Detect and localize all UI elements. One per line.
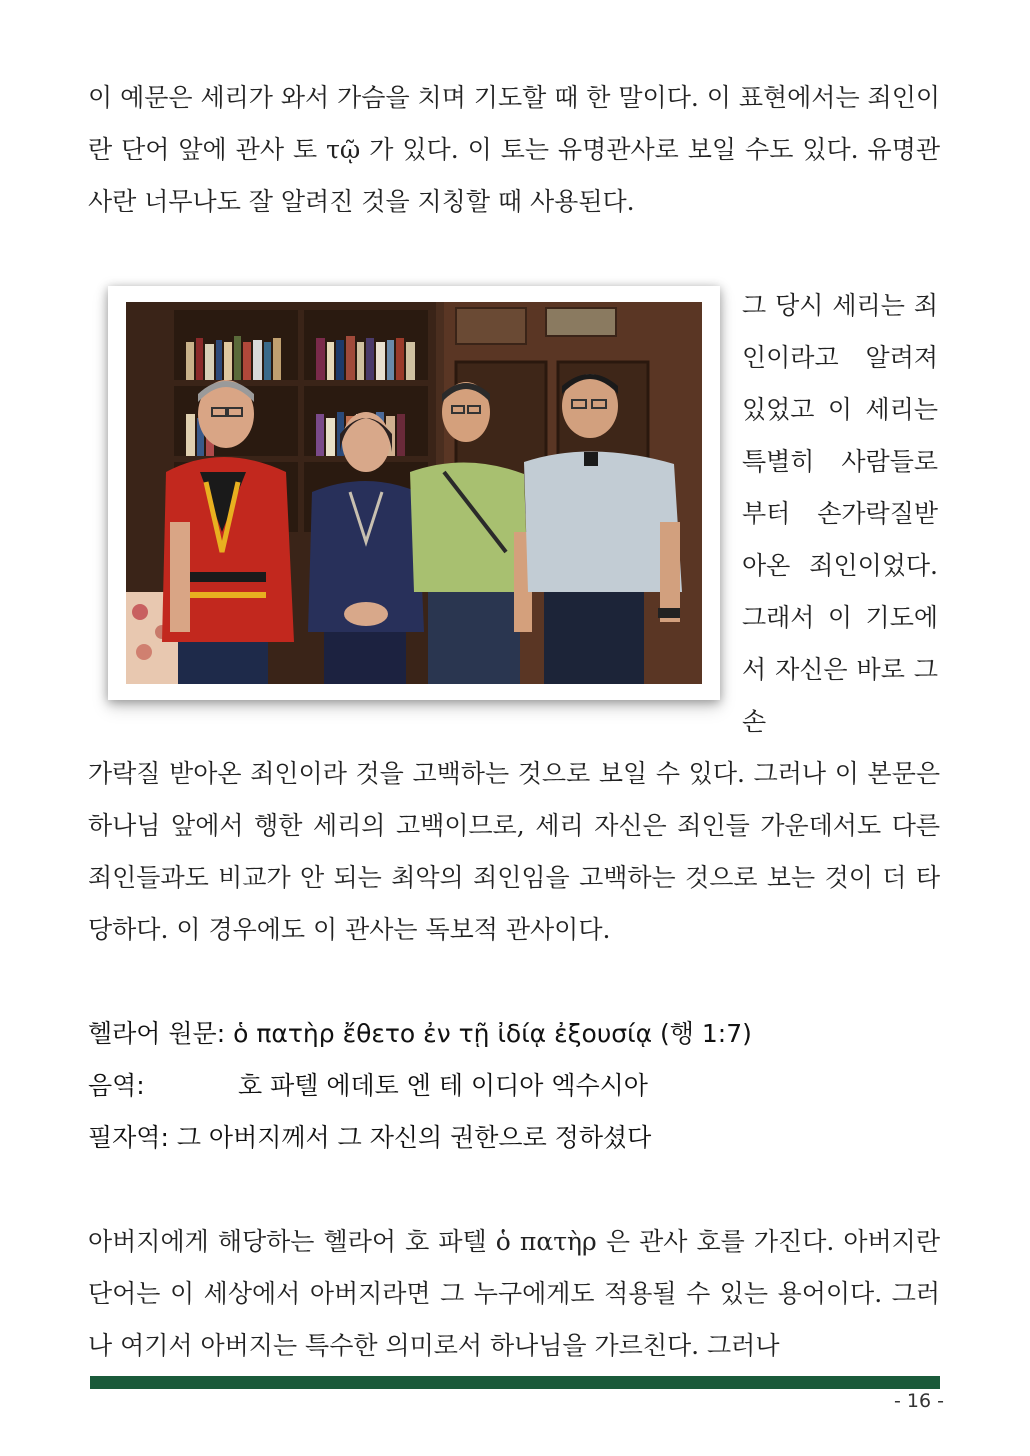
greek-original-text: ὁ πατὴρ ἔθετο ἐν τῇ ἰδίᾳ ἐξουσίᾳ (행 1:7) (233, 1019, 752, 1048)
paragraph-1: 이 예문은 세리가 와서 가슴을 치며 기도할 때 한 말이다. 이 표현에서는 죄인이란 단어 앞에 관사 토 τῷ 가 있다. 이 토는 유명관사로 보일 수도 있다. 유명관사란 너무나도 잘 알려진 것을 지칭할 때 사용된다. (88, 83, 940, 216)
group-photo-image (126, 302, 702, 684)
greek-reading-line (88, 1060, 940, 1112)
paragraph-3: 아버지에게 해당하는 헬라어 호 파텔 ὁ πατὴρ 은 관사 호를 가진다. 아버지란 단어는 이 세상에서 아버지라면 그 누구에게도 적용될 수 있는 용어이다. 그러나 여기서 아버지는 특수한 의미로서 하나님을 가르친다. 그러나 (88, 1227, 940, 1360)
footer-rule (90, 1376, 940, 1389)
group-photo (108, 286, 720, 700)
greek-original-line (88, 1008, 940, 1060)
greek-translation-label: 필자역: (88, 1123, 169, 1152)
greek-translation-text: 그 아버지께서 그 자신의 권한으로 정하셨다 (176, 1123, 652, 1152)
greek-reading-label: 음역: (88, 1071, 145, 1100)
greek-original-label: 헬라어 원문: (88, 1019, 226, 1048)
page-number: - 16 - (894, 1390, 944, 1412)
sidebar-paragraph: 그 당시 세리는 죄인이라고 알려져 있었고 이 세리는 특별히 사람들로부터 손가락질받아온 죄인이었다. 그래서 이 기도에서 자신은 바로 그 손 (742, 291, 938, 736)
greek-reading-text: 호 파텔 에데토 엔 테 이디아 엑수시아 (238, 1071, 648, 1100)
paragraph-2: 가락질 받아온 죄인이라 것을 고백하는 것으로 보일 수 있다. 그러나 이 본문은 하나님 앞에서 행한 세리의 고백이므로, 세리 자신은 죄인들 가운데서도 다른 죄인들과도 비교가 안 되는 최악의 죄인임을 고백하는 것으로 보는 것이 더 타당하다. 이 경우에도 이 관사는 독보적 관사이다. (88, 759, 940, 944)
greek-translation-line (88, 1112, 940, 1164)
